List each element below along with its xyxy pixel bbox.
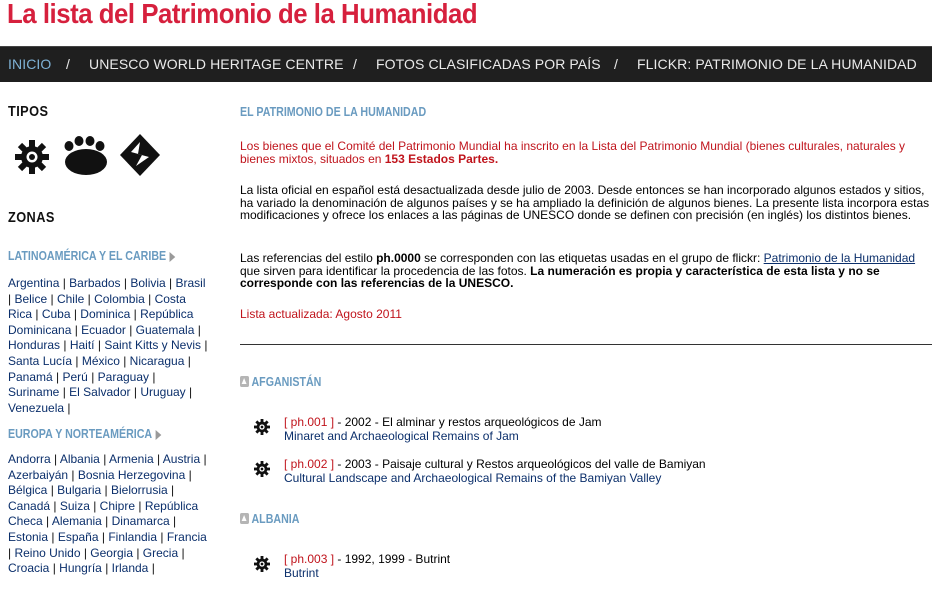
zone-label: LATINOAMÉRICA Y EL CARIBE	[8, 248, 167, 263]
site-description: - 2002 - El alminar y restos arqueológicos de Jam	[334, 415, 602, 429]
site-code-link[interactable]: [ ph.003 ]	[284, 552, 335, 566]
p3-bold: La numeración es propia y característica de esta lista y no se corresponde con las referencias de la UNESCO.	[240, 263, 880, 290]
arrow-up-icon[interactable]	[240, 376, 249, 387]
country-link[interactable]: Barbados	[69, 276, 121, 290]
country-link[interactable]: Santa Lucía	[8, 353, 73, 368]
country-link[interactable]: Reino Unido	[14, 545, 81, 560]
country-link[interactable]: Bélgica	[8, 483, 48, 498]
site-english-link[interactable]: Minaret and Archaeological Remains of Jam	[284, 429, 519, 443]
paragraph-3	[240, 252, 932, 290]
site-description: - 1992, 1999 - Butrint	[334, 552, 451, 566]
country-link[interactable]: Paraguay	[97, 369, 150, 384]
country-link[interactable]: Bulgaria	[57, 483, 102, 498]
country-list-europa: Andorra | Albania | Armenia | Austria | Azerbaiyán | Bosnia Herzegovina | Bélgica | Bulgaria | Bielorrusia | Canadá | Suiza | Chipre | República Checa | Alemania | Dinamarca | Estonia | España | Finlandia | Francia | Reino Unido | Georgia | Grecia | Croacia | Hungría | Irlanda |	[8, 452, 207, 576]
country-link[interactable]: Dinamarca	[111, 514, 170, 529]
country-link[interactable]: México	[81, 353, 120, 368]
country-heading-afganistan[interactable]	[240, 374, 321, 389]
country-link[interactable]: Andorra	[8, 452, 51, 466]
p3-text: Las referencias del estilo	[240, 251, 377, 265]
country-link[interactable]: Suriname	[8, 385, 60, 400]
country-link[interactable]: Croacia	[8, 561, 50, 576]
country-link[interactable]: Dominica	[80, 307, 131, 322]
country-link[interactable]: Alemania	[51, 514, 102, 529]
nav-item-fotos[interactable]: FOTOS CLASIFICADAS POR PAÍS	[376, 56, 601, 72]
nav-item-inicio[interactable]: INICIO	[8, 56, 52, 72]
country-list-latam: Argentina | Barbados | Bolivia | Brasil | Belice | Chile | Colombia | Costa Rica | Cuba | Dominica | República Dominicana | Ecuador | Guatemala | Honduras | Haití | Saint Kitts y Nevis | Santa Lucía | México | Nicaragua | Panamá | Perú | Paraguay | Suriname | El Salvador | Uruguay | Venezuela |	[8, 276, 208, 415]
arrow-right-icon	[169, 252, 175, 262]
tipos-icons	[14, 133, 164, 177]
country-link[interactable]: Venezuela	[8, 400, 65, 415]
nav-separator: /	[353, 56, 357, 72]
main-heading: EL PATRIMONIO DE LA HUMANIDAD	[240, 104, 427, 119]
country-link[interactable]: República Dominicana	[8, 307, 194, 337]
site-code-link[interactable]: [ ph.002 ]	[284, 457, 335, 471]
country-link[interactable]: Chipre	[99, 498, 136, 513]
site-code-link[interactable]: [ ph.001 ]	[284, 415, 335, 429]
country-link[interactable]: Ecuador	[81, 322, 126, 337]
country-link[interactable]: Cuba	[41, 307, 71, 322]
nav-separator: /	[614, 56, 618, 72]
country-name: AFGANISTÁN	[251, 374, 322, 389]
diamond-icon[interactable]	[120, 134, 160, 176]
p3-code: ph.0000	[376, 251, 421, 265]
zone-latinoamerica[interactable]	[8, 248, 175, 263]
top-navbar	[0, 46, 932, 82]
country-link[interactable]: Bosnia Herzegovina	[77, 467, 186, 482]
updated-text: Lista actualizada: Agosto 2011	[240, 307, 402, 321]
country-link[interactable]: España	[57, 529, 99, 544]
country-link[interactable]: Haití	[69, 338, 95, 353]
country-link[interactable]: Argentina	[8, 276, 60, 290]
country-link[interactable]: Albania	[59, 452, 100, 466]
country-link[interactable]: Uruguay	[140, 385, 186, 400]
country-link[interactable]: República Checa	[8, 498, 199, 529]
country-link[interactable]: Chile	[56, 291, 85, 306]
country-link[interactable]: Canadá	[8, 498, 51, 513]
country-link[interactable]: Armenia	[108, 452, 154, 466]
country-link[interactable]: Bolivia	[130, 276, 166, 290]
site-english-link[interactable]: Butrint	[284, 566, 319, 580]
country-link[interactable]: Bielorrusia	[110, 483, 168, 498]
country-link[interactable]: Hungría	[59, 561, 102, 576]
country-link[interactable]: Finlandia	[108, 529, 158, 544]
country-name: ALBANIA	[251, 511, 300, 526]
site-title: La lista del Patrimonio de la Humanidad	[7, 0, 478, 29]
country-link[interactable]: Estonia	[8, 529, 49, 544]
nav-separator: /	[66, 56, 70, 72]
flickr-group-link[interactable]: Patrimonio de la Humanidad	[763, 251, 916, 265]
intro-bold: 153 Estados Partes.	[384, 151, 499, 166]
p3-text: que sirven para identificar la procedencia de las fotos.	[240, 263, 531, 278]
nav-item-flickr[interactable]: FLICKR: PATRIMONIO DE LA HUMANIDAD	[637, 56, 917, 72]
country-link[interactable]: Georgia	[90, 545, 133, 560]
gear-icon	[254, 419, 270, 435]
country-link[interactable]: Grecia	[142, 545, 179, 560]
country-link[interactable]: Irlanda	[111, 561, 149, 576]
zonas-heading: ZONAS	[8, 209, 55, 226]
country-link[interactable]: El Salvador	[69, 385, 131, 400]
country-heading-albania[interactable]	[240, 511, 299, 526]
arrow-right-icon	[155, 430, 161, 440]
country-link[interactable]: Belice	[14, 291, 48, 306]
site-description: - 2003 - Paisaje cultural y Restos arqueológicos del valle de Bamiyan	[334, 457, 706, 471]
divider	[240, 344, 932, 345]
country-link[interactable]: Saint Kitts y Nevis	[104, 338, 202, 353]
country-link[interactable]: Brasil	[175, 276, 206, 290]
gear-icon	[254, 461, 270, 477]
arrow-up-icon[interactable]	[240, 513, 249, 524]
flickr-paw-icon[interactable]	[65, 136, 108, 175]
zone-europa[interactable]	[8, 426, 161, 441]
country-link[interactable]: Panamá	[8, 369, 53, 384]
intro-text: Los bienes que el Comité del Patrimonio Mundial ha inscrito en la Lista del Patrimonio Mundial (bienes culturales, naturales y bienes mixtos, situados en	[240, 139, 906, 166]
country-link[interactable]: Azerbaiyán	[8, 467, 69, 482]
paragraph-2: La lista oficial en español está desactualizada desde julio de 2003. Desde entonces se han incorporado algunos estados y sitios, ha variado la denominación de algunos países y se ha ampliado la definición de algunos bienes. La presente lista incorpora estas modificaciones y ofrece los enlaces a las páginas de UNESCO donde se definen con precisión (en inglés) los distintos bienes.	[240, 183, 930, 222]
country-link[interactable]: Costa Rica	[8, 291, 186, 322]
country-link[interactable]: Perú	[62, 369, 88, 384]
country-link[interactable]: Honduras	[8, 338, 61, 353]
country-link[interactable]: Guatemala	[135, 322, 195, 337]
gear-icon[interactable]	[15, 140, 49, 174]
zone-label: EUROPA Y NORTEAMÉRICA	[8, 426, 153, 441]
country-link[interactable]: Austria	[162, 452, 201, 466]
p3-text: se corresponden con las etiquetas usadas en el grupo de flickr:	[420, 251, 764, 265]
country-link[interactable]: Nicaragua	[129, 353, 185, 368]
tipos-heading: TIPOS	[8, 103, 49, 120]
country-link[interactable]: Colombia	[94, 291, 145, 306]
country-link[interactable]: Suiza	[59, 498, 90, 513]
gear-icon	[254, 556, 270, 572]
nav-item-unesco[interactable]: UNESCO WORLD HERITAGE CENTRE	[89, 56, 344, 72]
country-link[interactable]: Francia	[166, 529, 207, 544]
site-english-link[interactable]: Cultural Landscape and Archaeological Remains of the Bamiyan Valley	[284, 471, 662, 485]
intro-paragraph	[240, 140, 932, 165]
